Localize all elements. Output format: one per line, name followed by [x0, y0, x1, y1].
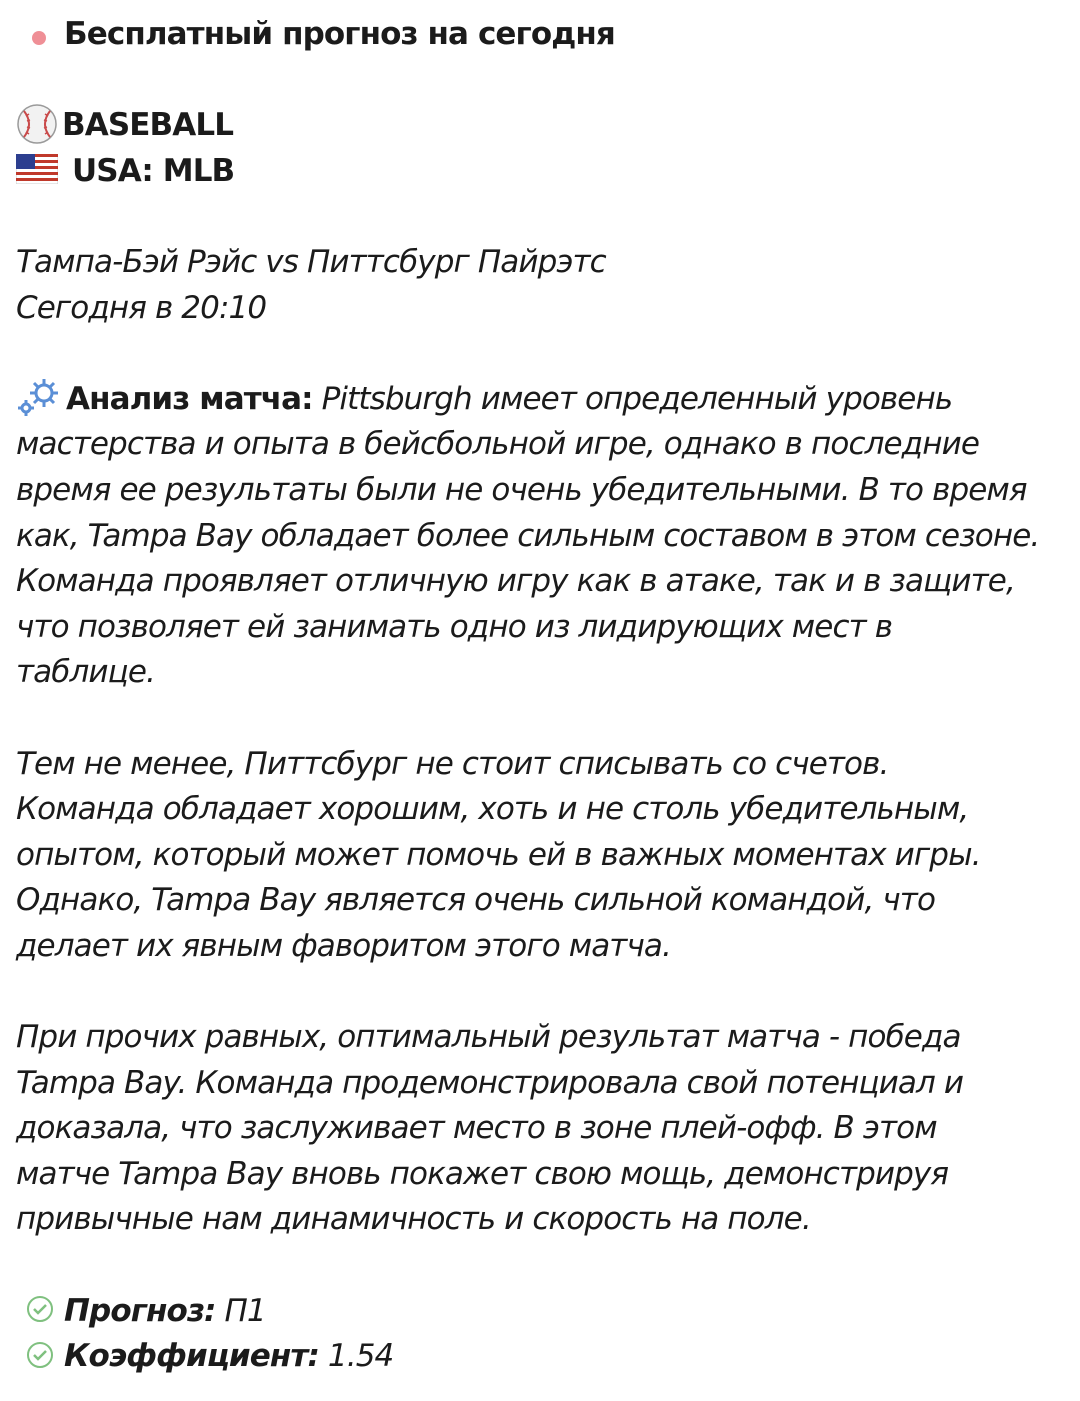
paragraph3-line: При прочих равных, оптимальный результат матча - победа — [16, 1019, 961, 1056]
match-teams: Тампа-Бэй Рэйс vs Питтсбург Пайрэтс — [16, 243, 606, 280]
check-circle-icon — [26, 1341, 54, 1369]
paragraph3-line: матче Tampa Bay вновь покажет свою мощь, демонстрируя — [16, 1155, 949, 1192]
odds-line — [16, 1334, 1066, 1380]
league-name: USA: MLB — [72, 152, 235, 189]
paragraph2-line: Однако, Tampa Bay является очень сильной командой, что — [16, 882, 936, 919]
paragraph2-line: Тем не менее, Питтсбург не стоит списывать со счетов. — [16, 745, 889, 782]
analysis-line-0 — [16, 377, 1066, 423]
analysis-text-line: Команда проявляет отличную игру как в атаке, так и в защите, — [16, 563, 1015, 600]
paragraph2-line: делает их явным фаворитом этого матча. — [16, 927, 671, 964]
paragraph3-line: Tampa Bay. Команда продемонстрировала свой потенциал и — [16, 1064, 964, 1101]
red-dot-icon — [32, 31, 46, 45]
analysis-text-line: таблице. — [16, 654, 155, 691]
match-time: Сегодня в 20:10 — [16, 289, 267, 326]
prediction-value: П1 — [215, 1292, 266, 1329]
check-circle-icon — [26, 1295, 54, 1323]
analysis-text-line: Pittsburgh имеет определенный уровень — [312, 380, 953, 417]
league-line — [16, 149, 1066, 195]
analysis-text-line: время ее результаты были не очень убедительными. В то время — [16, 471, 1027, 508]
analysis-text-line: как, Tampa Bay обладает более сильным составом в этом сезоне. — [16, 517, 1040, 554]
paragraph3-line: привычные нам динамичность и скорость на поле. — [16, 1201, 811, 1238]
analysis-text-line: что позволяет ей занимать одно из лидирующих мест в — [16, 608, 893, 645]
message-bubble — [16, 12, 1066, 1380]
baseball-icon — [16, 103, 58, 145]
header-line — [16, 12, 1066, 58]
odds-label: Коэффициент: — [64, 1338, 319, 1375]
us-flag-icon — [16, 154, 58, 184]
odds-value: 1.54 — [318, 1338, 394, 1375]
sport-line — [16, 103, 1066, 149]
paragraph2-line: опытом, который может помочь ей в важных моментах игры. — [16, 836, 981, 873]
paragraph2-line: Команда обладает хорошим, хоть и не столь убедительным, — [16, 791, 969, 828]
paragraph3-line: доказала, что заслуживает место в зоне плей-офф. В этом — [16, 1110, 937, 1147]
analysis-text-line: мастерства и опыта в бейсбольной игре, однако в последние — [16, 426, 979, 463]
analysis-label: Анализ матча: — [66, 380, 313, 417]
prediction-label: Прогноз: — [64, 1292, 216, 1329]
gear-icon — [16, 375, 64, 417]
prediction-line — [16, 1289, 1066, 1335]
sport-name: BASEBALL — [62, 107, 234, 144]
header-title: Бесплатный прогноз на сегодня — [64, 16, 615, 52]
